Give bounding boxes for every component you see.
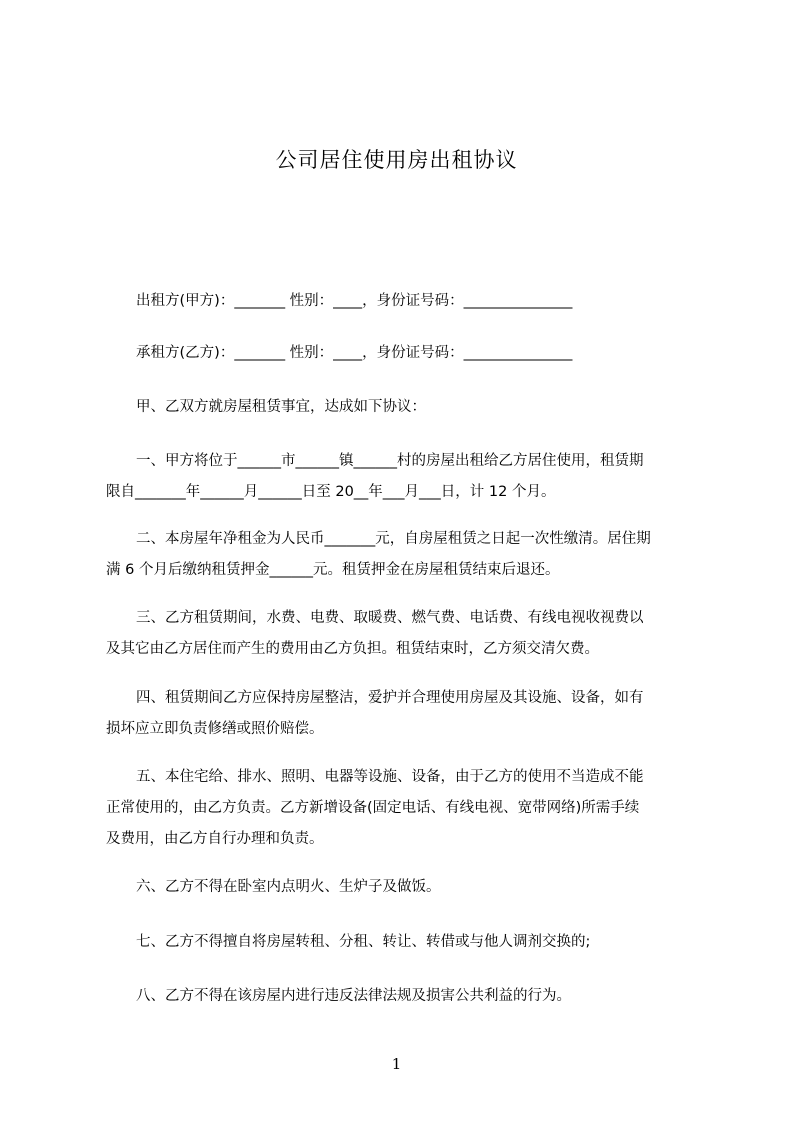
party-b-text: 承租方(乙方)：_______ 性别：____，身份证号码：_______________ xyxy=(136,345,573,361)
clause-2 xyxy=(106,524,706,586)
clause-4-line-2: 损坏应立即负责修缮或照价赔偿。 xyxy=(106,721,324,737)
preamble-paragraph xyxy=(106,392,706,423)
clause-1 xyxy=(106,446,706,508)
clause-6-text: 六、乙方不得在卧室内点明火、生炉子及做饭。 xyxy=(136,879,441,895)
page-number: 1 xyxy=(391,1055,402,1073)
clause-4-line-1: 四、租赁期间乙方应保持房屋整洁，爱护并合理使用房屋及其设施、设备，如有 xyxy=(136,690,644,706)
preamble-text: 甲、乙双方就房屋租赁事宜，达成如下协议： xyxy=(136,399,426,415)
clause-2-line-2: 满 6 个月后缴纳租赁押金______元。租赁押金在房屋租赁结束后退还。 xyxy=(106,562,560,578)
clause-1-line-1: 一、甲方将位于______市______镇______村的房屋出租给乙方居住使用，租赁期 xyxy=(136,453,644,469)
party-a-text: 出租方(甲方)：_______ 性别：____，身份证号码：_______________ xyxy=(136,293,573,309)
party-a-line xyxy=(106,286,706,317)
clause-4 xyxy=(106,683,706,745)
clause-5-line-1: 五、本住宅给、排水、照明、电器等设施、设备，由于乙方的使用不当造成不能 xyxy=(136,769,644,785)
clause-5-line-2: 正常使用的，由乙方负责。乙方新增设备(固定电话、有线电视、宽带网络)所需手续 xyxy=(106,800,640,816)
clause-2-line-1: 二、本房屋年净租金为人民币_______元，自房屋租赁之日起一次性缴清。居住期 xyxy=(136,531,651,547)
clause-8-text: 八、乙方不得在该房屋内进行违反法律法规及损害公共利益的行为。 xyxy=(136,988,571,1004)
clause-8 xyxy=(106,981,706,1012)
clause-5-line-3: 及费用，由乙方自行办理和负责。 xyxy=(106,831,324,847)
clause-3-line-1: 三、乙方租赁期间，水费、电费、取暖费、燃气费、电话费、有线电视收视费以 xyxy=(136,610,644,626)
party-b-line xyxy=(106,338,706,369)
clause-5 xyxy=(106,762,706,855)
clause-6 xyxy=(106,872,706,903)
document-title: 公司居住使用房出租协议 xyxy=(275,148,518,172)
clause-7-text: 七、乙方不得擅自将房屋转租、分租、转让、转借或与他人调剂交换的; xyxy=(136,934,591,950)
clause-7 xyxy=(106,927,706,958)
clause-3-line-2: 及其它由乙方居住而产生的费用由乙方负担。租赁结束时，乙方须交清欠费。 xyxy=(106,641,599,657)
clause-3 xyxy=(106,603,706,665)
clause-1-line-2: 限自_______年______月______日至 20__年___月___日，计 12 个月。 xyxy=(106,484,556,500)
